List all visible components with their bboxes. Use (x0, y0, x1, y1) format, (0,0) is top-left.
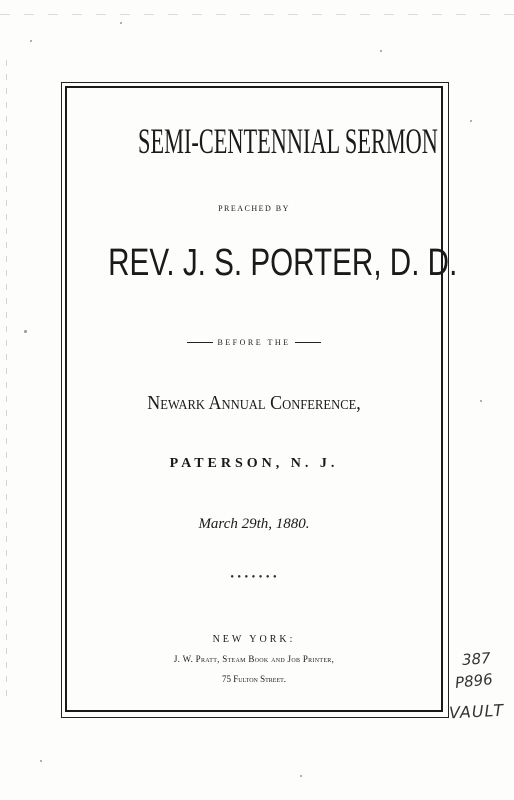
sermon-date: March 29th, 1880. (198, 516, 310, 532)
ornament-divider: ● ● ● ● ● ● ● (230, 574, 278, 580)
decorative-rule-left (187, 342, 213, 343)
handwritten-call-number-2: P896 (454, 670, 494, 692)
handwritten-vault-note: VAULT (448, 700, 505, 723)
scan-speck (470, 120, 472, 122)
imprint-address: 75 Fulton Street. (221, 674, 287, 684)
author-name: REV. J. S. PORTER, D. D. (108, 242, 458, 284)
imprint-printer: J. W. Pratt, Steam Book and Job Printer, (173, 654, 335, 664)
scan-edge-left (6, 60, 7, 700)
scan-speck (300, 775, 302, 777)
location: PATERSON, N. J. (169, 456, 339, 471)
before-the-row (67, 338, 441, 347)
scan-speck (30, 40, 32, 42)
scan-speck (120, 22, 122, 24)
decorative-rule-right (295, 342, 321, 343)
handwritten-call-number-1: 387 (461, 649, 492, 669)
title-page-content (67, 88, 458, 710)
scan-edge-top (0, 14, 514, 15)
conference-name: Newark Annual Conference, (147, 392, 361, 414)
preached-by-label: PREACHED BY (218, 204, 290, 213)
scan-speck (380, 50, 382, 52)
sermon-title: SEMI-CENTENNIAL SERMON (138, 121, 438, 161)
imprint-city: NEW YORK: (212, 634, 296, 645)
scan-speck (24, 330, 27, 333)
before-the-label: BEFORE THE (217, 338, 291, 347)
scan-speck (480, 400, 482, 402)
scan-speck (40, 760, 42, 762)
